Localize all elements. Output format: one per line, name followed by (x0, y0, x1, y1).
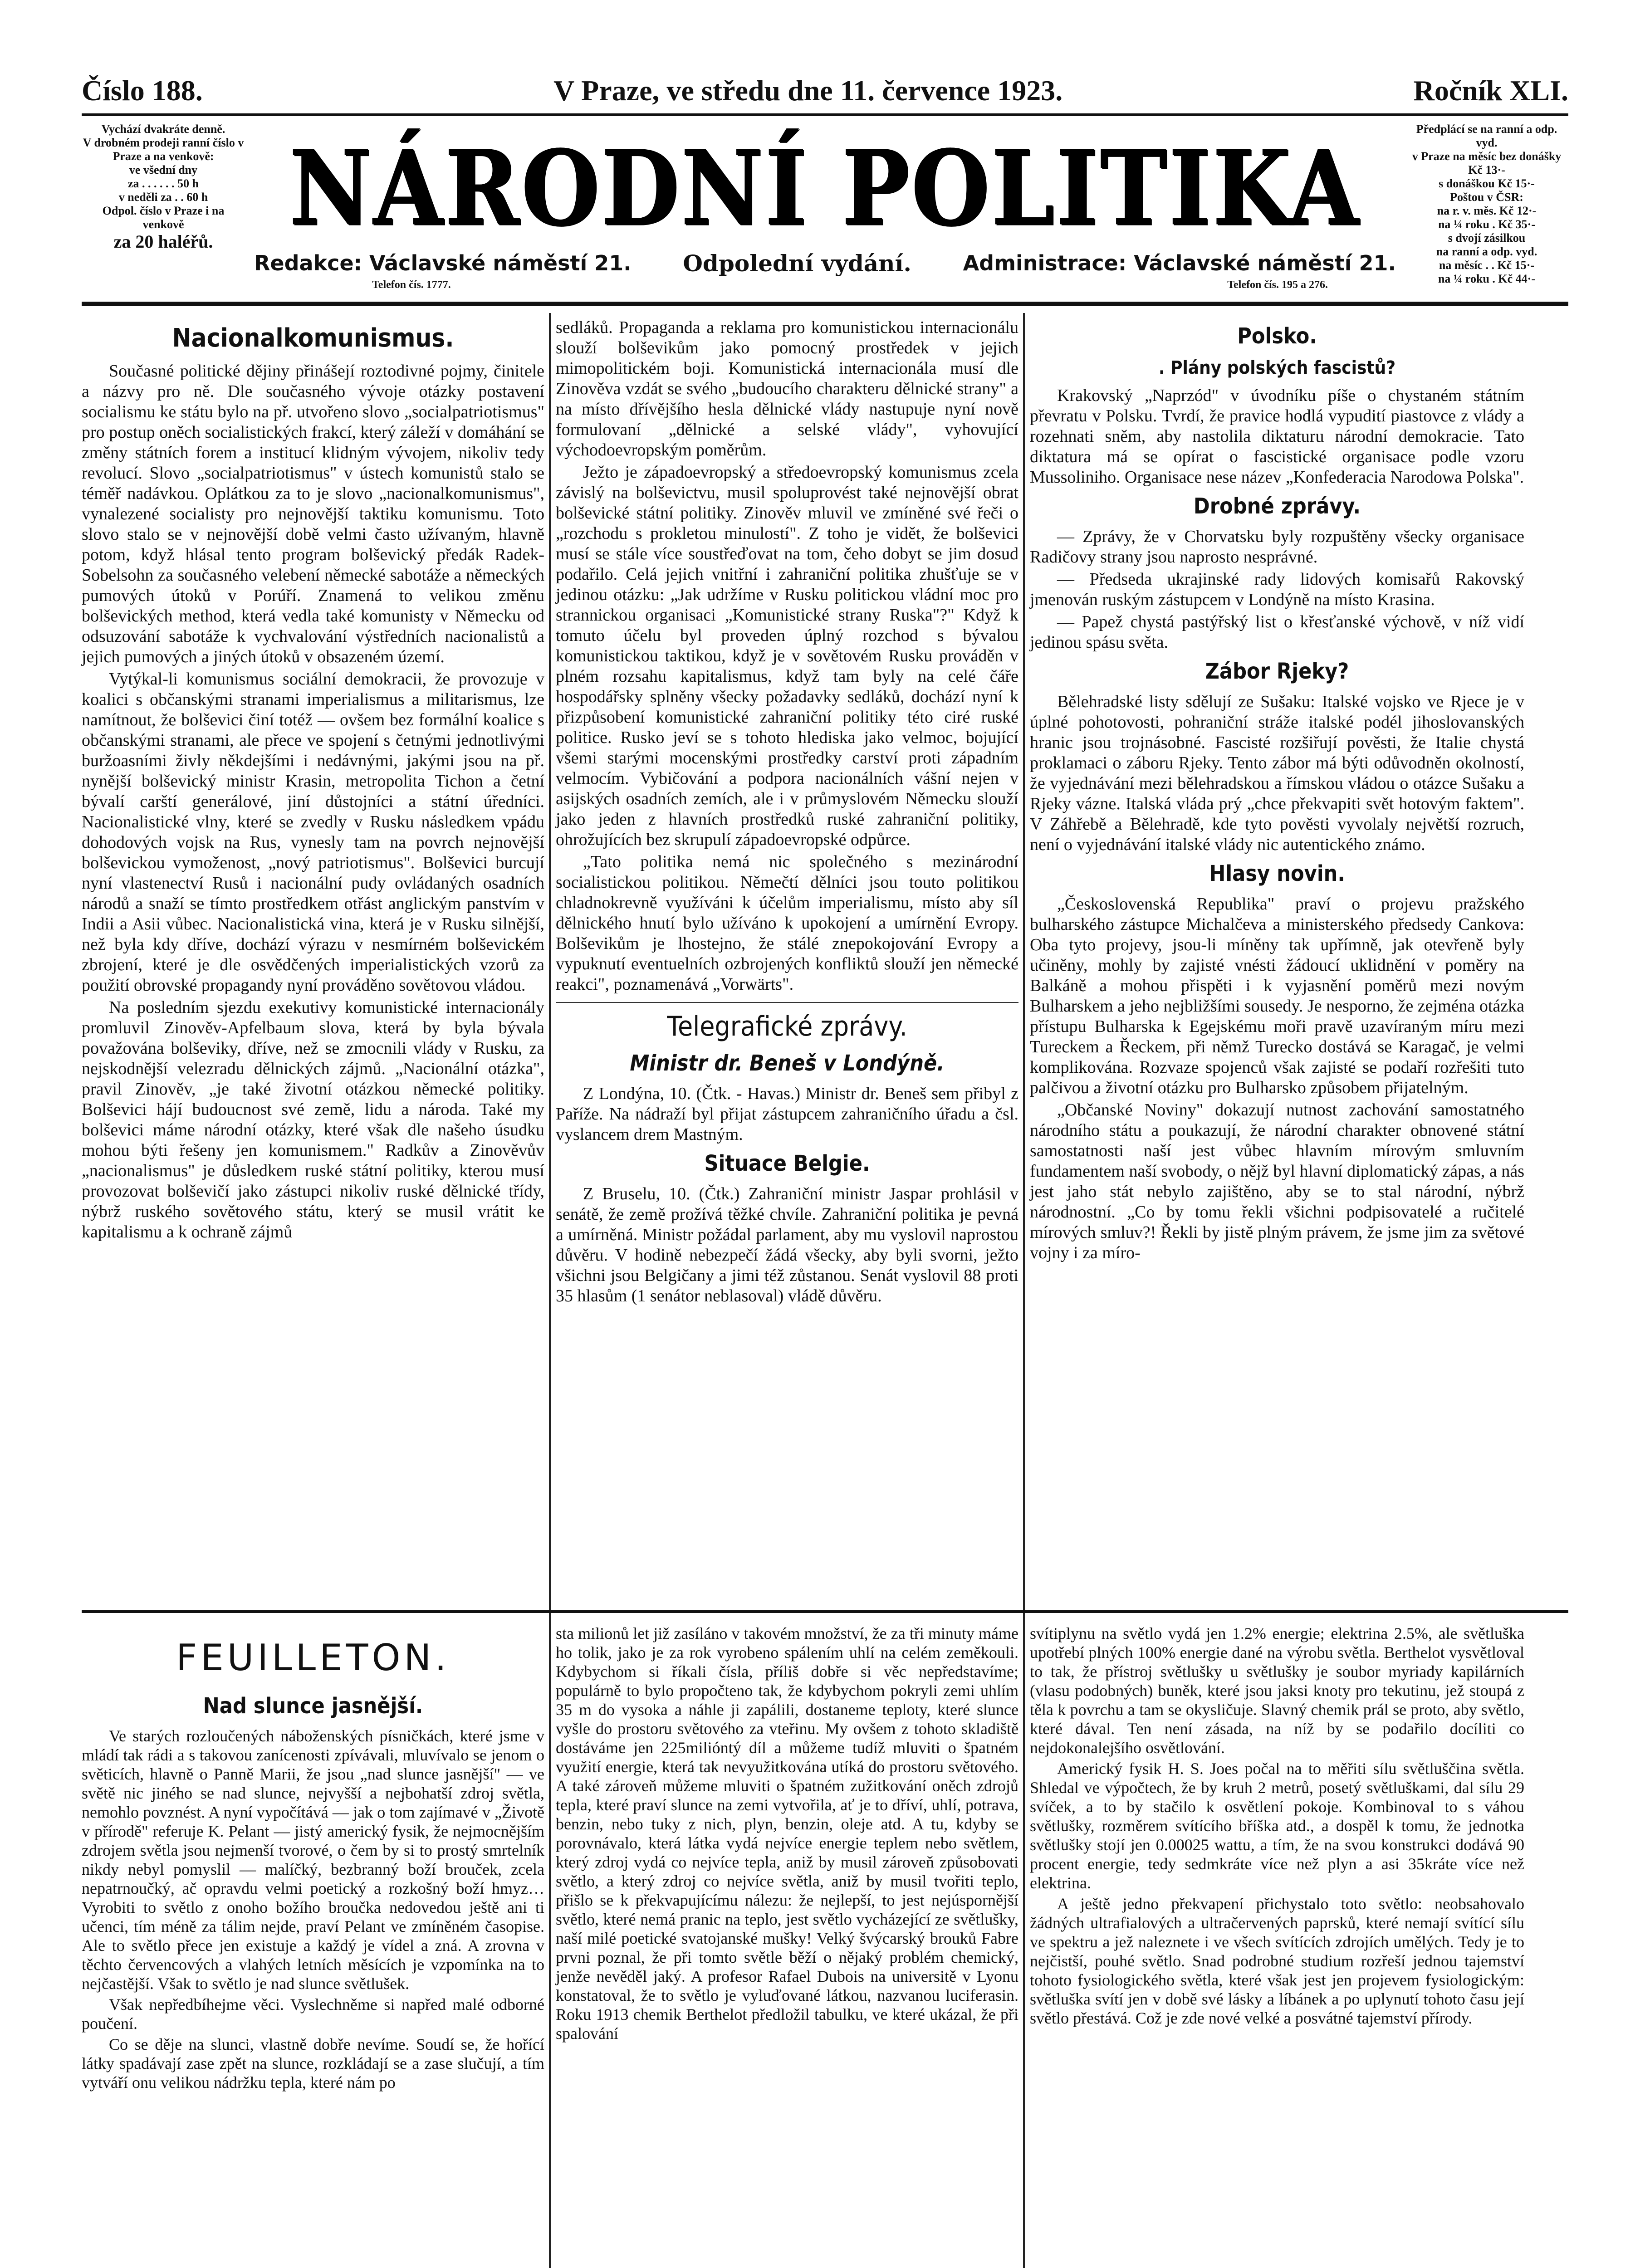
feuilleton-paragraph: svítiplynu na světlo vydá jen 1.2% energie; elektrina 2.5%, ale světluška upotřebí plných 100% energie dané na výrobu světla. Berthelot vysvětloval to tak, že přístroj světlušky u světlušky je soubor myriady kapilárních (vlasu podobných) buněk, které jsou jaksi knoty pro tekutinu, jež stoupá z těla k povrchu a tam se okysličuje. Slavný chemik prál se proto, aby světlo, které dával. Ten není zásada, na níž by se podařilo docíliti co nejdokonalejšího osvětlování. (1030, 1624, 1524, 1757)
news-paragraph: Z Londýna, 10. (Čtk. - Havas.) Ministr dr. Beneš sem přibyl z Paříže. Na nádraží byl přijat zástupcem zahraničního úřadu a čsl. vyslancem drem Mastným. (556, 1084, 1018, 1144)
column-2 (556, 318, 1018, 1308)
rijeka-headline: Zábor Rjeky? (1205, 659, 1349, 684)
edition-label: Odpolední vydání. (683, 249, 911, 277)
small-news-headline: Drobné zprávy. (1193, 494, 1361, 519)
feuilleton-paragraph: Americký fysik H. S. Joes počal na to měřiti sílu světluščina světla. Shledal ve výpočtech, že by kruh 2 metrů, posetý světluškami, dal sílu 29 svíček, a to by stačilo k osvětlení pokoje. Kombinoval to s váhou světlušky, rozměrem svítícího bříška atd., a dospěl k tomu, že jednotka světlušky stojí jen 0.00025 wattu, a tím, že na svou konstrukci dodává 90 procent energie, tedy sedmkráte více než plyn a asi 35kráte více než elektrina. (1030, 1760, 1524, 1892)
belgium-headline: Situace Belgie. (704, 1151, 870, 1176)
news-paragraph: Bělehradské listy sdělují ze Sušaku: Italské vojsko ve Rjece je v úplné pohotovosti, pohraniční stráže italské podél jihoslovanských hranic jsou trojnásobné. Fascisté rozšiřují pověsti, že Italie chystá proklamaci o záboru Rjeky. Tento zábor má býti odůvodněn okolností, že vyjednávání mezi bělehradskou a římskou vládou o otázce Sušaku a Rjeky vázne. Italská vláda prý „chce překvapiti svět hotovým faktem". V Záhřebě a Bělehradě, kde tyto pověsti vyvolaly největší rozruch, není o vyjednávání italské vlády nic autentického známo. (1030, 692, 1524, 854)
price-line: za . . . . . . 50 h (128, 177, 199, 190)
news-item: — Předseda ukrajinské rady lidových komisařů Rakovský jmenován ruským zástupcem v Londýně na místo Krasina. (1030, 570, 1524, 609)
price-line: v neděli za . . 60 h (118, 191, 208, 204)
article-headline: Nacionalkomunismus. (172, 323, 454, 353)
section-divider (556, 1002, 1018, 1003)
column-rule (1023, 313, 1025, 2268)
price-line: V drobném prodeji ranní číslo v Praze a na venkově: (83, 136, 244, 163)
news-item: — Zprávy, že v Chorvatsku byly rozpuštěny všecky organisace Radičovy strany jsou naprosto nesprávné. (1030, 527, 1524, 567)
price-line: Vychází dvakráte denně. (101, 122, 225, 136)
benes-headline: Ministr dr. Beneš v Londýně. (630, 1051, 945, 1076)
administration-address: Administrace: Václavské náměstí 21. (963, 251, 1396, 275)
feuilleton-label: FEUILLETON. (176, 1637, 450, 1679)
header-rule (82, 302, 1568, 306)
poland-subheadline: . Plány polských fascistů? (1158, 357, 1396, 378)
subscription-line: na ¼ roku . Kč 44·- (1438, 272, 1536, 285)
feuilleton-paragraph: sta milionů let již zasíláno v takovém množství, že za tři minuty máme ho tolik, jako je za rok vyrobeno spálením uhlí na celém zeměkouli. Kdybychom si říkali čísla, příliš dobře si věc nepředstavíme; populárně to bylo propočteno tak, že kdybychom pokryli zemi uhlím 35 m do vysoka a náhle ji zapálili, dostaneme teploty, které slunce vyšle do prostoru světového za vteřinu. My ovšem z tohoto skladiště dostáváme jen 225milióntý díl a můžeme tudíž mluviti o špatném využití energie, která tak nevyužitkována utíká do prostoru světového. A také zároveň můžeme mluviti o špatném zužitkování oněch zdrojů tepla, které praví slunce na zemi vytvořila, ať je to dříví, uhlí, potrava, benzin, nebo tuky z nich, plyn, benzin, oleje atd. A tu, kdyby se porovnávalo, která látka vydá nejvíce energie teplem nebo světlem, který zdroj vydá co nejvíce tepla, aniž by musil zároveň způsobovati světlo, a který zdroj co nejvíce světla, aniž by musil tvořiti teplo, přišlo se k překvapujícímu nálezu: že nejlepší, to jest nejúspornější světlo, které nemá pranic na teplo, jest světlo vycházející ze světlušky, naší milé poetické svatojanské mušky! Velký švýcarský brouků Fabre prvni poznal, že při tomto světle běží o nějaký problém chemický, jenže nevěděl jaký. A profesor Rafael Dubois na universitě v Lyonu konstatoval, že to světlo je vyluďované látkou, nazvanou luciferasin. Roku 1913 chemik Berthelot předložil tabulku, ve které ukázal, že při spalování (556, 1624, 1018, 2043)
issue-number: Číslo 188. (82, 74, 203, 107)
price-line: ve všední dny (129, 163, 198, 176)
telegrams-headline: Telegrafické zprávy. (667, 1011, 907, 1042)
feuilleton-paragraph: Ve starých rozloučených náboženských písničkách, které jsme v mládí tak rádi a s takovou zanícenosti zpívávali, mluvívalo se jenom o světicích, hlavně o Panně Marii, že jsou „nad slunce jasnější" — ve světě nic jiného se nad slunce, nejvyšší a nejbohatší zdroj světla, nemohlo povznést. A nyní vypočítává — jak o tom zajímavé v „Životě v přírodě" referuje K. Pelant — jistý americký fysik, že nejmocnějším zdrojem světla jsou nejmenší tvorové, o čem by si to prostý smrtelník nikdy nebyl pomyslil — malíčký, bezbranný boží brouček, zcela nepatrnoučký, ač opravdu velmi poetický a rozkošný boží hmyz… Vyrobiti to světlo z onoho božího broučka nedovedou ještě ani ti učenci, tím méně za tálim nejde, praví Pelant ve zmíněném časopise. Ale to světlo přece jen existuje a každý je vídel a zná. A zrovna v těchto červencových a vlahých letních měsících je vzpomínka na to nejčastější. Však to světlo je nad slunce světlušek. (82, 1727, 544, 1993)
column-1 (82, 318, 544, 1244)
subscription-line: s dvojí zásilkou (1448, 231, 1526, 244)
subscription-line: Předplácí se na ranní a odp. vyd. (1416, 122, 1557, 149)
admin-phone: Telefon čís. 195 a 276. (1227, 279, 1328, 291)
dateline: V Praze, ve středu dne 11. července 1923. (553, 74, 1063, 107)
feuilleton-column-1 (82, 1624, 544, 2094)
subscription-box (1405, 122, 1568, 286)
article-paragraph: Na posledním sjezdu exekutivy komunistické internacionály promluvil Zinověv-Apfelbaum slova, která by byla bývala považována bolševiky, dříve, než se zmocnili vlády v Rusku, za nejskodnější velezradu dělnických zájmů. „Nacionální otázka", pravil Zinověv, „je také životní otázkou německé politiky. Bolševici hájí budoucnost své země, lidu a národa. Také my bolševici máme národní otázky, které však dle našeho úsudku mohou býti řešeny jen komunismem." Radkův a Zinověvův „nacionalismus" je důsledkem ruské státní politiky, kterou musí provozovat bolševičí jako zástupci nikoliv ruské dělnické třídy, nýbrž ruského sovětového státu, který se musil vrátit ke kapitalismu a k ochraně zájmů (82, 998, 544, 1242)
article-paragraph: „Tato politika nemá nic společného s mezinárodní socialistickou politikou. Němečtí dělníci jsou touto politikou chladnokrevně využíváni k účelům imperialismu, místo aby síl dělnického hnutí bylo užíváno k upokojení a umírnění Evropy. Bolševikům je lhostejno, že stálé znepokojování Evropy a vypuknutí eventuelních ozbrojených konfliktů slouží jen německé reakci", poznamenává „Vorwärts". (556, 852, 1018, 994)
feuilleton-headline: Nad slunce jasnější. (203, 1693, 423, 1719)
price: za 20 haléřů. (113, 231, 213, 252)
newspaper-title: NÁRODNÍ POLITIKA (289, 127, 1361, 249)
volume-number: Ročník XLI. (1413, 74, 1568, 107)
feuilleton-rule (82, 1610, 1568, 1613)
press-headline: Hlasy novin. (1209, 861, 1345, 886)
subscription-line: na ranní a odp. vyd. (1436, 245, 1537, 258)
editorial-address: Redakce: Václavské náměstí 21. (254, 251, 632, 275)
feuilleton-paragraph: A ještě jedno překvapení přichystalo toto světlo: neobsahovalo žádných ultrafialových a ultračervených paprsků, které nemají svítící sílu ve spektru a jež naleznete i ve všech svítících zdrojích umělých. Tedy je to nejčistší, pouhé světlo. Snad podrobné studium rozřeší jednou tajemství tohoto fysiologického světla, které však jest jen projevem fysiologickým: světluška svítí jen v době své lásky a líbánek a po uplynutí tohoto času její světlo přestává. Což je zde nové velké a posvátné tajemství přírody. (1030, 1895, 1524, 2027)
price-box (82, 122, 245, 252)
article-paragraph: Ježto je západoevropský a středoevropský komunismus zcela závislý na bolševictvu, musil spoluprovést také nejnovější obrat bolševické státní politiky. Zinověv mluvil ve zmíněné své řeči o „rozchodu s prokletou minulostí". Z toho je vidět, že bolševici musí se stále více soustřeďovat na tom, čeho dobyt se jim dosud podařilo. Celá jejich vnitřní i zahraniční politika zhušťuje se v jedinou otázku: „Jak udržíme v Rusku politickou vládní moc pro strannickou organisaci „Komunistické strany Ruska"?" Když k tomuto účelu byl proveden úplný rozchod s bývalou komunistickou taktikou, když je v sovětovém Rusku prováděn v plném rozsahu kapitalismus, když tam byly na celé čáře hospodářsky splněny všecky požadavky sedláků, dochází nyní k přizpůsobení komunistické zahraniční politiky této ciré ruské politice. Rusko jeví se s tohoto hlediska jako velmoc, bojující všemi starými mocenskými prostředky carství proti západním velmocím. Vybičování a podpora nacionálních vášní nejen v asijských osadních zemích, ale i v průmyslovém Německu slouží jako jeden z hlavních prostředků ruské zahraniční politiky, ohrožujících bez skrupulí západoevropské odpůrce. (556, 463, 1018, 849)
subscription-line: v Praze na měsíc bez donášky Kč 13·- (1412, 150, 1562, 176)
feuilleton-column-2 (556, 1624, 1018, 2045)
news-paragraph: „Československá Republika" praví o projevu pražského bulharského zástupce Michalčeva a ministerského předsedy Cankova: Oba tyto projevy, jsou-li míněny tak upřímně, jak otevřeně byly učiněny, mohly by zajisté vnésti žádoucí uklidnění v poměry na Balkáně a mohou přispěti i k vyjasnění poměrů mezi novým Bulharskem a jeho nejbližšími sousedy. Je nesporno, že zejména otázka přístupu Bulharska k Egejskému moři pravě uzavíraným míru mezi Tureckem a Řeckem, při němž Turecko dostává se Karagač, je velmi komplikována. Rozvaze spojenců však zajisté se podaří rozřešiti tuto palčivou a životní otázku pro Bulharsko způsobem přijatelným. (1030, 894, 1524, 1097)
article-paragraph: sedláků. Propaganda a reklama pro komunistickou internacionálu slouží bolševikům jako pomocný prostředek v jejich mimopolitickém boji. Komunistická internacionála musí dle Zinověva vzdát se svého „budoucího charakteru dělnické strany" a na místo dřívějšího hesla dělnické vlády nastupuje nyní nově formulovaní „dělnické a selské vlády", vyhovující východoevropským poměrům. (556, 318, 1018, 459)
news-paragraph: Z Bruselu, 10. (Čtk.) Zahraniční ministr Jaspar prohlásil v senátě, že země prožívá těžké chvíle. Zahraniční politika je pevná a umírněná. Ministr požádal parlament, aby mu vyslovil naprostou důvěru. V hodině nebezpečí žádá všecky, aby byli svorni, ježto všichni jsou Belgičany a jimi též zůstanou. Senát vyslovil 88 proti 35 hlasům (1 senátor neblasoval) vládě důvěru. (556, 1184, 1018, 1305)
feuilleton-column-3 (1030, 1624, 1524, 2029)
article-paragraph: Vytýkal-li komunismus sociální demokracii, že provozuje v koalici s občanskými stranami imperialismus a militarismus, lze namítnout, že bolševici činí totéž — ovšem bez formální koalice s občanskými stranami, ale přece ve spojení s četnými jednotlivými buržoasními živly někdejšími i nedávnými, jakými jsou na př. nynější bolševický ministr Krasin, metropolita Tichon a četní bývalí carští generálové, jiní důstojníci a státní úředníci. Nacionalistické vlny, které se zvedly v Rusku následkem vpádu dohodových vojsk na Rus, vynesly tam na povrch nejnovější bolševickou vymoženost, „nový patriotismus". Bolševici burcují nyní vlastenectví Rusů i nacionální pudy ovládaných osadních národů a snaží se tímto prostředkem otřást anglickým panstvím v Indii a Asii vůbec. Nacionalistická vina, která je v Rusku silnější, než byla kdy dříve, dochází výrazu v nesmírném bolševickém zbrojení, které je dle osvědčených imperialistických vzorů za použití obrovské propagandy nyní prováděno sovětovou vládou. (82, 670, 544, 995)
news-item: — Papež chystá pastýřský list o křesťanské výchově, v níž vidí jedinou spásu světa. (1030, 612, 1524, 652)
price-line: Odpol. číslo v Praze i na venkově (102, 204, 225, 231)
poland-headline: Polsko. (1237, 323, 1317, 349)
masthead-topline (82, 68, 1568, 113)
subscription-line: na ¼ roku . Kč 35·- (1438, 218, 1536, 231)
column-rule (549, 313, 551, 2268)
topline-rule (82, 113, 1568, 116)
column-3 (1030, 318, 1524, 1265)
feuilleton-paragraph: Však nepředbíhejme věci. Vyslechněme si napřed malé odborné poučení. (82, 1995, 544, 2033)
masthead-subtitle (254, 247, 1396, 279)
subscription-line: na r. v. měs. Kč 12·- (1437, 204, 1537, 217)
subscription-line: na měsíc . . Kč 15·- (1439, 259, 1535, 272)
phone-row (254, 279, 1396, 297)
editorial-phone: Telefon čís. 1777. (372, 279, 451, 291)
news-paragraph: „Občanské Noviny" dokazují nutnost zachování samostatného národního státu a poukazují, že národní charakter obnovené státní samostatnosti naší jest vůbec hlavním mírovým smluvním fundamentem naší svobody, o nějž byl hlavní diplomatický zápas, a nás jest jaho stát nebylo zajištěno, aby se to stal národní, nýbrž národnostní. „Co by tomu řekli všichni podpisovatelé a ručitelé mírových smluv?! Řekli by jistě plným právem, že jsme jim za světové vojny i za míro- (1030, 1100, 1524, 1262)
news-paragraph: Krakovský „Naprzód" v úvodníku píše o chystaném státním převratu v Polsku. Tvrdí, že pravice hodlá vypudití piastovce z vlády a rozehnati sněm, aby nastolila diktaturu národní demokracie. Tato diktatura má se opírat o fascistické organisace podle vzoru Mussoliniho. Organisace nese název „Konfederacia Narodowa Polska". (1030, 386, 1524, 487)
subscription-line: s donáškou Kč 15·- (1439, 177, 1535, 190)
subscription-line: Poštou v ČSR: (1450, 191, 1523, 204)
feuilleton-paragraph: Co se děje na slunci, vlastně dobře nevíme. Soudí se, že hořící látky spadávají zase zpět na slunce, rozkládají se a zase slučují, a tím vytváří onu velikou nádržku tepla, které nám po (82, 2035, 544, 2092)
article-paragraph: Současné politické dějiny přinášejí roztodivné pojmy, činitele a názvy pro ně. Dle současného vývoje otázky postavení socialismu ke státu bylo na př. utvořeno slovo „socialpatriotismus" pro postup oněch socialistických frakcí, který záleží v domáhání se změny státních forem a institucí klidným vývojem, nikoliv tedy revolucí. Slovo „socialpatriotismus" v ústech komunistů stalo se téměř nadávkou. Oplátkou za to je slovo „nacionalkomunismus", vynalezené socialisty pro nejnovější taktiku komunismu. Toto slovo stalo se v nejnovější době velmi často užívaným, hlavně potom, když hlásal tento program bolševický předák Radek-Sobelsohn za současného velebení německé sabotáže a německých pumových útoků v Porúří. Znamená to velikou změnu bolševických method, která vedla také komunisty v Německu od odsuzování sabotáže k vychvalování výstředních nacionalistů a jejich pumových a jiných útoků v obsazeném území. (82, 362, 544, 666)
